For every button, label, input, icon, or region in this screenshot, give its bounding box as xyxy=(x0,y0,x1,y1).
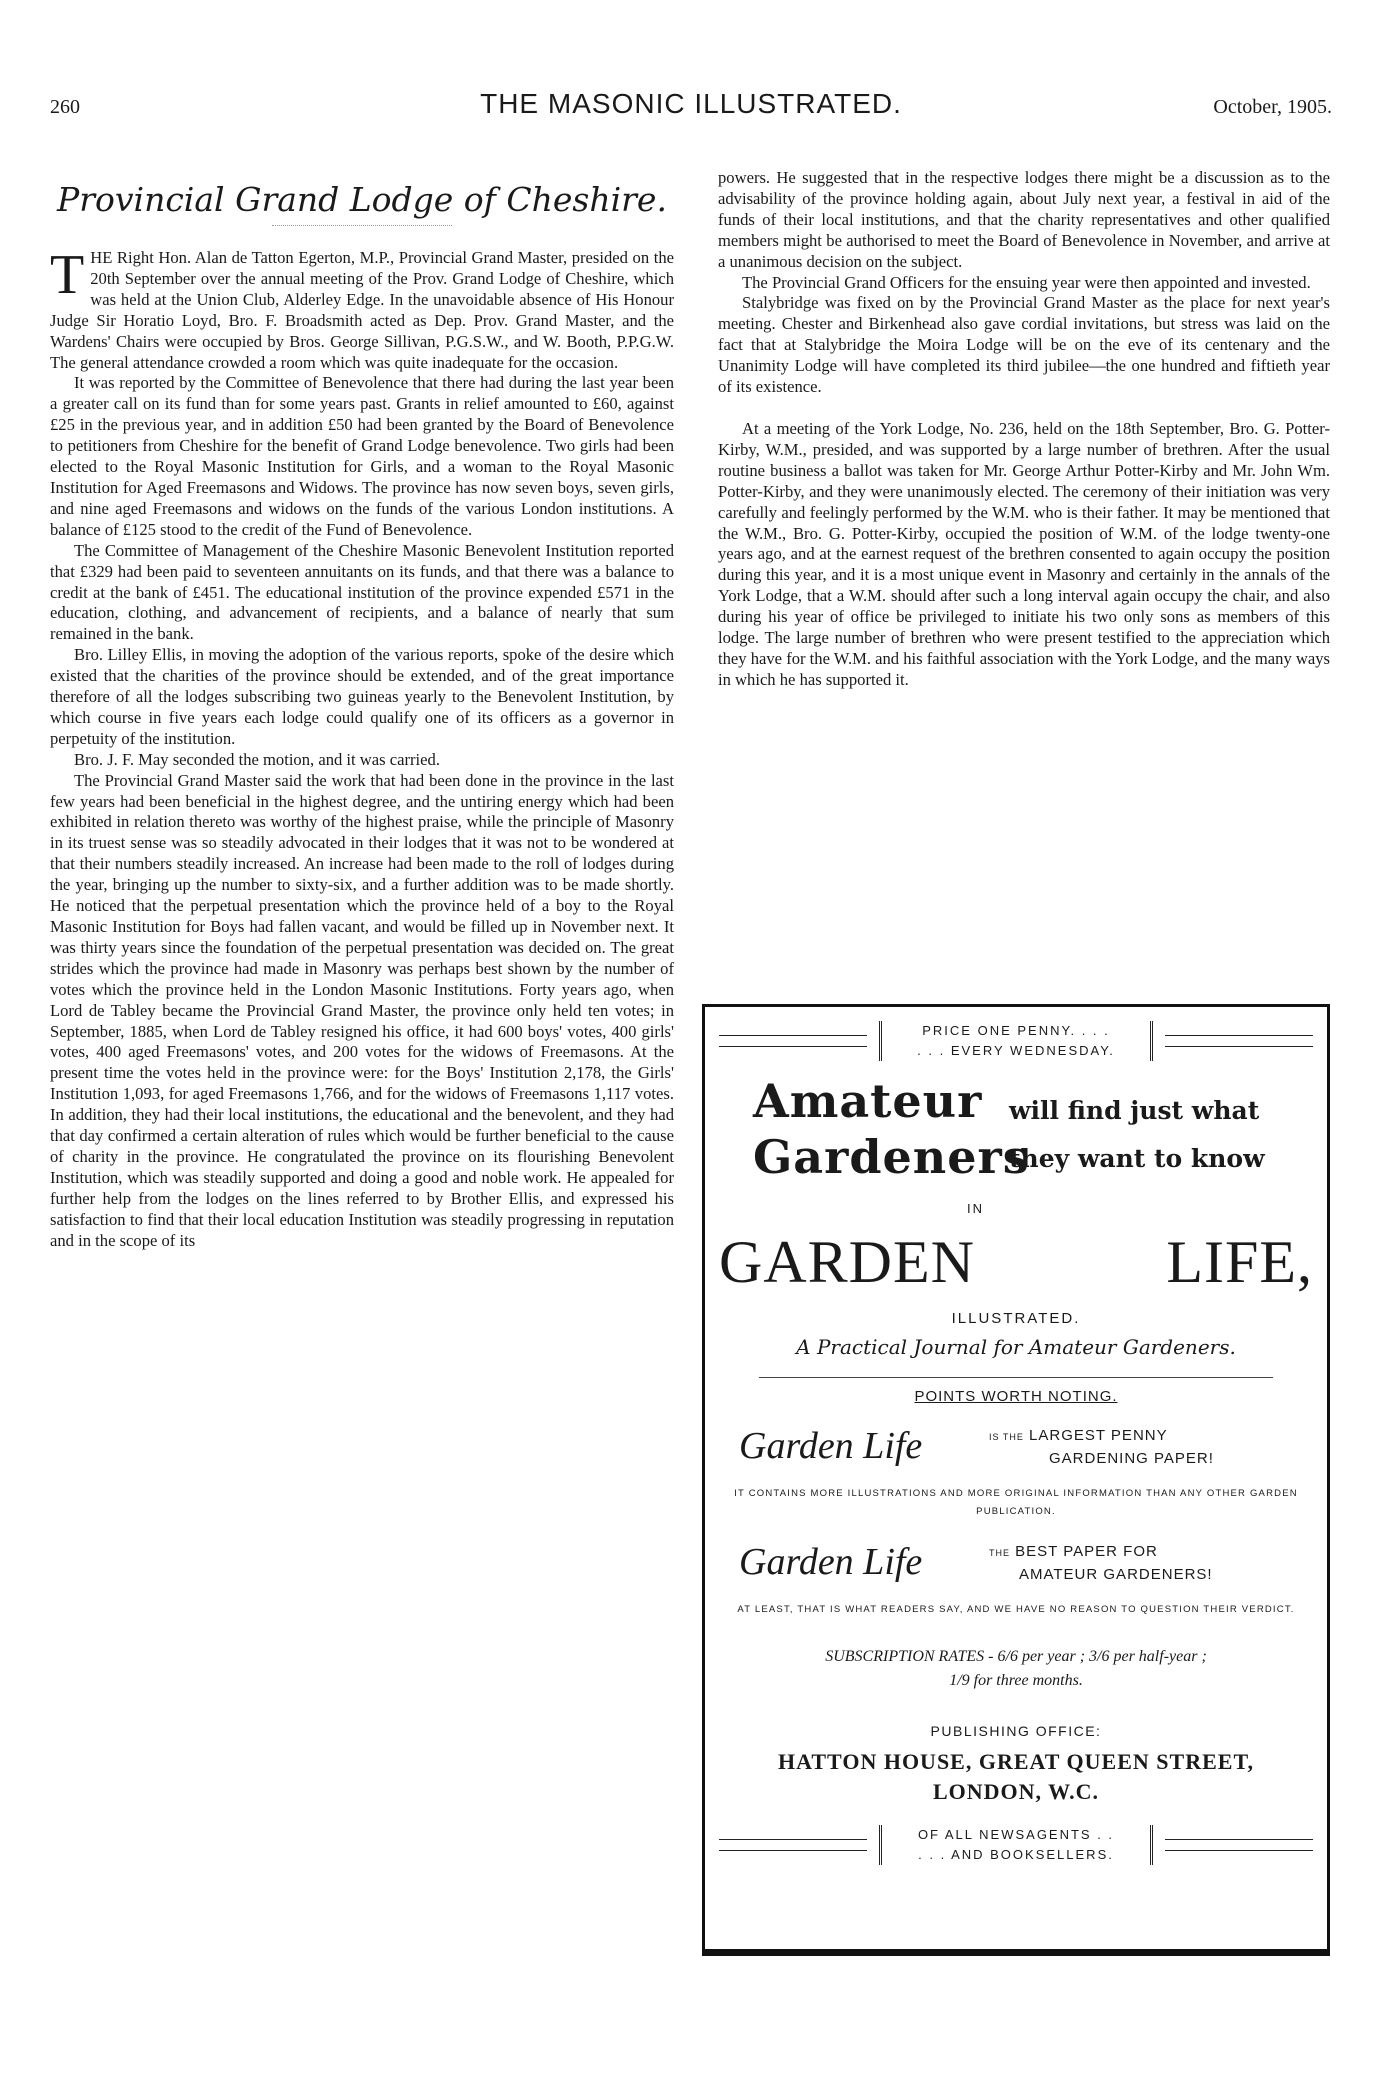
amateur-gardeners-heading xyxy=(719,1073,1313,1201)
page-number: 260 xyxy=(50,96,80,118)
masthead-garden: GARDEN xyxy=(719,1229,975,1295)
article-body-right xyxy=(718,168,1330,691)
subscription-rates: SUBSCRIPTION RATES - 6/6 per year ; 3/6 per half-year ; 1/9 for three months. xyxy=(825,1648,1207,1689)
point-one xyxy=(719,1421,1313,1479)
point-one-brand: Garden Life xyxy=(739,1425,923,1467)
garden-life-advertisement xyxy=(702,1004,1330,1956)
garden-life-masthead xyxy=(719,1222,1313,1308)
publisher-address: HATTON HOUSE, GREAT QUEEN STREET, LONDON, W.C. xyxy=(778,1749,1254,1804)
paragraph: The Provincial Grand Master said the work that had been done in the province in the last few years had been beneficial in the highest degree, and the untiring energy which had been exhibited in relation thereto was worthy of the highest praise, while the principle of Masonry in its truest sense was so steadily advocated in their lodges that it was not to be wondered at that their numbers steadily increased. An increase had been made to the roll of lodges during the year, bringing up the number to sixty-six, and a further addition was to be made shortly. He noticed that the perpetual presentation which the province held of a boy to the Royal Masonic Institution for Boys had fallen vacant, and would be filled up in November next. It was thirty years since the foundation of the perpetual presentation was decided on. The great strides which the province had made in Masonry was perhaps best shown by the number of votes which the province held in the London Masonic Institutions. Forty years ago, when Lord de Tabley became the Provincial Grand Master, the province only held ten votes; in September, 1885, when Lord de Tabley resigned his office, it had 600 boys' votes, 400 girls' votes, 400 aged Freemasons' votes, and 200 votes for the widows of Freemasons. At the present time the votes held in the province were: for the Boys' Institution 2,178, the Girls' Institution 1,093, for aged Freemasons 1,766, and for the widows of Freemasons 1,117 votes. In addition, they had their local institutions, the educational and the benevolent, and they had that day confirmed a certain alteration of rules which would be further beneficial to the cause of charity in the province. He congratulated the province on its flourishing Benevolent Institution, which was steadily supported and doing a good and noble work. He appealed for further help from the lodges on the lines referred to by Brother Ellis, and expressed his satisfaction to find that their local education Institution was steadily progressing in reputation and in the scope of its xyxy=(50,770,674,1250)
point-one-note: IT CONTAINS MORE ILLUSTRATIONS AND MORE ORIGINAL INFORMATION THAN ANY OTHER GARDEN PUBLICATION. xyxy=(734,1488,1298,1517)
rule-left xyxy=(719,1839,867,1851)
separator-rule xyxy=(759,1377,1273,1378)
rule-right xyxy=(1165,1839,1313,1851)
article-title: Provincial Grand Lodge of Cheshire. xyxy=(57,180,667,219)
running-head xyxy=(50,88,1332,128)
point-two xyxy=(719,1537,1313,1595)
paragraph: The Provincial Grand Officers for the ensuing year were then appointed and invested. xyxy=(742,272,1311,292)
right-column xyxy=(718,168,1330,691)
article-body-left xyxy=(50,244,674,1252)
paragraph: powers. He suggested that in the respective lodges there might be a discussion as to the advisability of the province holding again, about July next year, a festival in aid of the funds of their local institutions, and that the charity representatives and other qualified members might be authorised to meet the Board of Benevolence in November, and arrive at a unanimous decision on the subject. xyxy=(718,168,1330,271)
title-rule xyxy=(272,225,452,226)
newsagents-box xyxy=(719,1825,1313,1869)
amateur-gardeners-text: Amateur Gardeners xyxy=(753,1074,1030,1184)
paragraph: THE Right Hon. Alan de Tatton Egerton, M.P., Provincial Grand Master, presided on the 20th September over the annual meeting of the Prov. Grand Lodge of Cheshire, which was held at the Union Club, Alderley Edge. In the unavoidable absence of His Honour Judge Sir Horatio Loyd, Bro. F. Broadsmith acted as Dep. Prov. Grand Master, and the Wardens' Chairs were occupied by Bros. George Sillivan, P.G.S.W., and W. Booth, P.P.G.W. The general attendance crowded a room which was quite inadequate for the occasion. xyxy=(50,244,674,372)
publishing-office-label: PUBLISHING OFFICE: xyxy=(930,1723,1102,1739)
masthead-illustrated: ILLUSTRATED. xyxy=(951,1310,1081,1327)
advertisement-inner xyxy=(719,1021,1313,1935)
newsagents-text: OF ALL NEWSAGENTS . . . . . AND BOOKSELLERS. xyxy=(879,1825,1153,1865)
rule-right xyxy=(1165,1035,1313,1047)
york-lodge-paragraph: At a meeting of the York Lodge, No. 236, held on the 18th September, Bro. G. Potter-Kirby, W.M., presided, and was supported by a large number of brethren. After the usual routine business a ballot was taken for Mr. George Arthur Potter-Kirby and Mr. John Wm. Potter-Kirby, and they were unanimously elected. The ceremony of their initiation was very carefully and feelingly performed by the W.M. who is their father. It may be mentioned that the W.M., Bro. G. Potter-Kirby, occupied the position of W.M. of the lodge twenty-one years ago, and at the earnest request of the brethren consented to again occupy the position during this year, and it is a most unique event in Masonry and certainly in the annals of the York Lodge, that a W.M. should after such a long interval again occupy the chair, and also during his year of office be privileged to initiate his two only sons as members of this lodge. The large number of brethren who were present testified to the appreciation which they have for the W.M. and his faithful association with the York Lodge, and the many ways in which he has supported it. xyxy=(718,418,1331,689)
point-one-claim: IS THE LARGEST PENNY GARDENING PAPER! xyxy=(989,1427,1214,1467)
will-find-text: will find just what they want to know xyxy=(1009,1096,1265,1173)
masthead-tagline: A Practical Journal for Amateur Gardeners. xyxy=(796,1335,1236,1359)
paragraph: Bro. J. F. May seconded the motion, and it was carried. xyxy=(74,749,440,769)
left-column xyxy=(50,168,674,1252)
publication-title: THE MASONIC ILLUSTRATED. xyxy=(480,88,902,119)
price-text: PRICE ONE PENNY. . . . . . . EVERY WEDNESDAY. xyxy=(879,1021,1153,1061)
issue-date: October, 1905. xyxy=(1213,96,1332,118)
point-two-note: AT LEAST, THAT IS WHAT READERS SAY, AND WE HAVE NO REASON TO QUESTION THEIR VERDICT. xyxy=(737,1604,1295,1615)
drop-cap: T xyxy=(50,244,85,306)
point-two-brand: Garden Life xyxy=(739,1541,923,1583)
masthead-life: LIFE, xyxy=(1166,1229,1313,1295)
paragraph-gap xyxy=(718,398,1330,419)
paragraph: It was reported by the Committee of Benevolence that there had during the last year been a greater call on its fund than for some years past. Grants in relief amounted to £60, against £25 in the previous year, and in addition £50 had been granted by the Board of Benevolence to petitioners from Cheshire for the benefit of Grand Lodge benevolence. Two girls had been elected to the Royal Masonic Institution for Girls, and a woman to the Royal Masonic Institution for Aged Freemasons and Widows. The province has now seven boys, seven girls, and nine aged Freemasons and widows on the funds of the various London institutions. A balance of £125 stood to the credit of the Fund of Benevolence. xyxy=(50,373,674,539)
in-label: IN xyxy=(967,1201,984,1216)
point-two-claim: THE BEST PAPER FOR AMATEUR GARDENERS! xyxy=(989,1543,1213,1583)
points-heading: POINTS WORTH NOTING. xyxy=(914,1388,1118,1405)
paragraph: Bro. Lilley Ellis, in moving the adoption of the various reports, spoke of the desire which existed that the charities of the province should be extended, and of the great importance therefore of all the lodges subscribing two guineas yearly to the Benevolent Institution, by which course in five years each lodge could qualify one of its officers as a governor in perpetuity of the institution. xyxy=(50,645,674,748)
paragraph: The Committee of Management of the Cheshire Masonic Benevolent Institution reported that £329 had been paid to seventeen annuitants on its funds, and that there was a balance to credit at the bank of £451. The educational institution of the province expended £571 in the education, clothing, and advancement of recipients, and a balance of nearly that sum remained in the bank. xyxy=(50,540,674,644)
paragraph: Stalybridge was fixed on by the Provincial Grand Master as the place for next year's meeting. Chester and Birkenhead also gave cordial invitations, but stress was laid on the fact that at Stalybridge the Moira Lodge will be on the eve of its centenary and the Unanimity Lodge will have completed its third jubilee—the one hundred and fiftieth year of its existence. xyxy=(718,293,1330,397)
rule-left xyxy=(719,1035,867,1047)
price-box xyxy=(719,1021,1313,1065)
